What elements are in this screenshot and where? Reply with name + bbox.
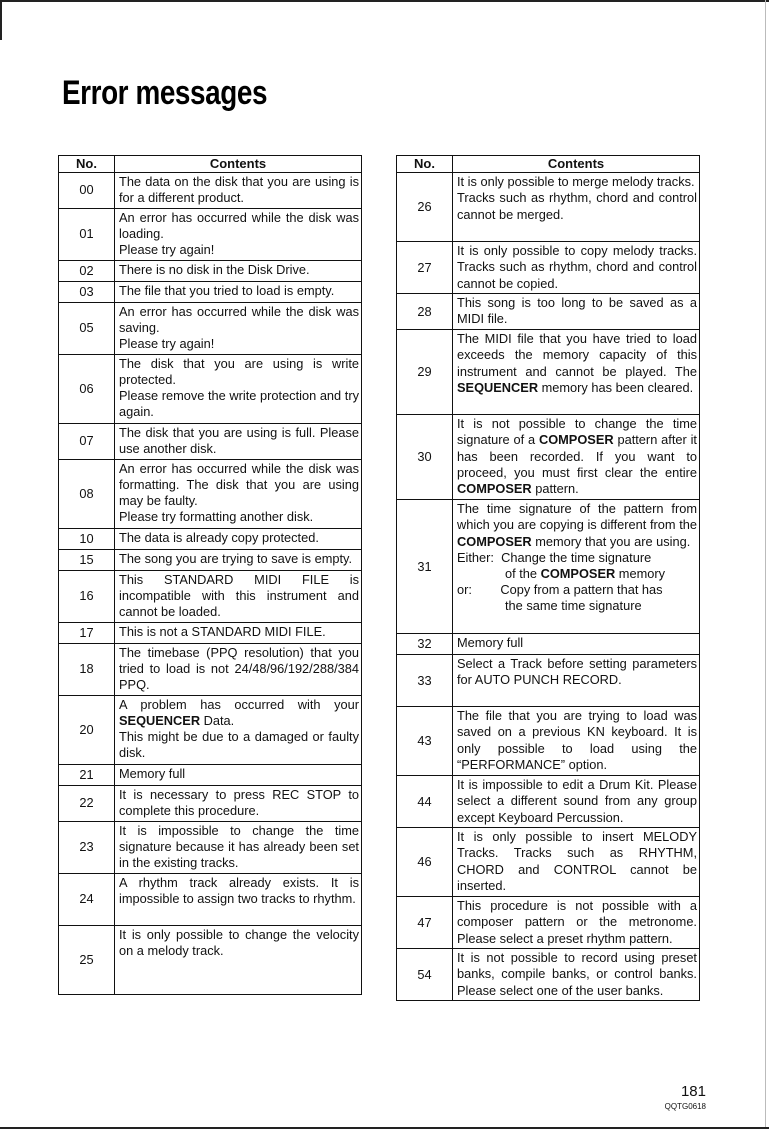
error-message xyxy=(453,330,700,415)
error-number: 03 xyxy=(59,281,115,302)
page-top-rule xyxy=(0,0,769,2)
message-line: Please try again! xyxy=(119,336,215,352)
message-line: The timebase (PPQ resolution) that you tried to load is not 24/48/96/192/288/384 PPQ. xyxy=(119,644,359,693)
error-row-27 xyxy=(397,242,700,294)
error-row-25 xyxy=(59,925,362,994)
error-message xyxy=(453,776,700,828)
error-row-29 xyxy=(397,330,700,415)
message-line: the same time signature xyxy=(505,598,642,614)
header-no: No. xyxy=(397,156,453,173)
header-contents: Contents xyxy=(453,156,700,173)
error-row-08 xyxy=(59,459,362,528)
error-row-10 xyxy=(59,528,362,549)
error-number: 10 xyxy=(59,528,115,549)
error-message xyxy=(115,785,362,821)
error-number: 30 xyxy=(397,415,453,500)
error-row-03 xyxy=(59,281,362,302)
error-number: 28 xyxy=(397,294,453,330)
message-line: An error has occurred while the disk was saving. xyxy=(119,303,359,335)
error-row-46 xyxy=(397,828,700,897)
message-line: This STANDARD MIDI FILE is incompatible with this instrument and cannot be loaded. xyxy=(119,571,359,620)
error-number: 46 xyxy=(397,828,453,897)
message-line: A problem has occurred with your SEQUENCER Data. xyxy=(119,696,359,728)
message-line: It is impossible to edit a Drum Kit. Please select a different sound from any group except Keyboard Percussion. xyxy=(457,777,697,825)
error-row-31 xyxy=(397,500,700,634)
error-row-21 xyxy=(59,764,362,785)
error-message xyxy=(115,423,362,459)
table-header-row xyxy=(59,156,362,173)
error-number: 06 xyxy=(59,354,115,423)
error-row-24 xyxy=(59,873,362,925)
error-row-33 xyxy=(397,655,700,707)
error-row-17 xyxy=(59,622,362,643)
page-title: Error messages xyxy=(62,74,268,112)
error-row-07 xyxy=(59,423,362,459)
error-message xyxy=(453,500,700,634)
error-number: 25 xyxy=(59,925,115,994)
error-number: 22 xyxy=(59,785,115,821)
error-message xyxy=(453,949,700,1001)
message-line: Tracks such as rhythm, chord and control cannot be merged. xyxy=(457,190,697,222)
error-row-20 xyxy=(59,695,362,764)
message-line: It is only possible to change the velocity on a melody track. xyxy=(119,926,359,958)
message-line: It is only possible to copy melody tracks. Tracks such as rhythm, chord and control cannot be copied. xyxy=(457,243,697,291)
error-table-left xyxy=(58,155,362,995)
error-number: 31 xyxy=(397,500,453,634)
error-message xyxy=(115,925,362,994)
message-line: It is necessary to press REC STOP to complete this procedure. xyxy=(119,786,359,818)
error-message xyxy=(115,570,362,622)
message-line: It is only possible to insert MELODY Tracks. Tracks such as RHYTHM, CHORD and CONTROL cannot be inserted. xyxy=(457,829,697,893)
error-message xyxy=(115,302,362,354)
error-message xyxy=(115,528,362,549)
error-number: 07 xyxy=(59,423,115,459)
error-row-05 xyxy=(59,302,362,354)
error-row-01 xyxy=(59,208,362,260)
error-row-47 xyxy=(397,897,700,949)
error-message xyxy=(453,655,700,707)
error-message xyxy=(453,415,700,500)
error-row-23 xyxy=(59,821,362,873)
error-message xyxy=(453,707,700,776)
message-line: The disk that you are using is write protected. xyxy=(119,355,359,387)
error-number: 27 xyxy=(397,242,453,294)
error-number: 24 xyxy=(59,873,115,925)
error-number: 02 xyxy=(59,260,115,281)
error-message xyxy=(453,294,700,330)
message-line: A rhythm track already exists. It is impossible to assign two tracks to rhythm. xyxy=(119,874,359,906)
message-line: Select a Track before setting parameters for AUTO PUNCH RECORD. xyxy=(457,656,697,688)
error-message xyxy=(115,643,362,695)
error-number: 54 xyxy=(397,949,453,1001)
error-message xyxy=(115,173,362,208)
message-line: This might be due to a damaged or faulty disk. xyxy=(119,729,359,761)
error-table-right xyxy=(396,155,700,1001)
error-row-30 xyxy=(397,415,700,500)
error-message xyxy=(115,549,362,570)
error-message xyxy=(453,634,700,655)
error-message xyxy=(115,459,362,528)
error-number: 01 xyxy=(59,208,115,260)
message-line: This song is too long to be saved as a MIDI file. xyxy=(457,295,697,327)
error-number: 26 xyxy=(397,173,453,242)
error-row-16 xyxy=(59,570,362,622)
error-row-28 xyxy=(397,294,700,330)
error-message xyxy=(453,897,700,949)
error-row-15 xyxy=(59,549,362,570)
message-line: of the COMPOSER memory xyxy=(505,566,666,582)
message-line: Either: Change the time signature xyxy=(457,549,652,565)
error-number: 20 xyxy=(59,695,115,764)
error-row-00 xyxy=(59,173,362,208)
message-line: It is impossible to change the time signature because it has already been set in the existing tracks. xyxy=(119,822,359,871)
message-line: The file that you tried to load is empty. xyxy=(119,282,335,298)
header-contents: Contents xyxy=(115,156,362,173)
message-line: The file that you are trying to load was saved on a previous KN keyboard. It is only possible to load using the “PERFORMANCE” option. xyxy=(457,708,697,772)
error-number: 32 xyxy=(397,634,453,655)
page-right-rule xyxy=(765,0,766,1129)
message-line: The disk that you are using is full. Please use another disk. xyxy=(119,424,359,456)
page-number: 181 xyxy=(680,1083,706,1100)
error-message xyxy=(453,828,700,897)
error-number: 29 xyxy=(397,330,453,415)
error-row-22 xyxy=(59,785,362,821)
message-line: The MIDI file that you have tried to load exceeds the memory capacity of this instrument and cannot be played. The SEQUENCER memory has been cleared. xyxy=(457,331,697,395)
error-message xyxy=(115,873,362,925)
error-row-44 xyxy=(397,776,700,828)
message-line: An error has occurred while the disk was loading. xyxy=(119,209,359,241)
error-number: 43 xyxy=(397,707,453,776)
error-message xyxy=(115,281,362,302)
error-message xyxy=(115,354,362,423)
message-line: or: Copy from a pattern that has xyxy=(457,582,663,598)
error-number: 17 xyxy=(59,622,115,643)
message-line: Memory full xyxy=(457,635,524,651)
table-header-row xyxy=(397,156,700,173)
error-number: 18 xyxy=(59,643,115,695)
message-line: Please remove the write protection and try again. xyxy=(119,388,359,420)
error-message xyxy=(115,208,362,260)
message-line: The time signature of the pattern from which you are copying is different from the COMPOSER memory that you are using. xyxy=(457,501,697,549)
message-line: The song you are trying to save is empty. xyxy=(119,550,353,566)
message-line: Please try again! xyxy=(119,242,215,258)
error-number: 33 xyxy=(397,655,453,707)
error-message xyxy=(453,173,700,242)
error-message xyxy=(115,260,362,281)
message-line: The data is already copy protected. xyxy=(119,529,319,545)
message-line: This procedure is not possible with a composer pattern or the metronome. Please select a preset rhythm pattern. xyxy=(457,898,697,946)
message-line: Memory full xyxy=(119,765,186,781)
error-number: 00 xyxy=(59,173,115,208)
error-number: 23 xyxy=(59,821,115,873)
error-number: 16 xyxy=(59,570,115,622)
message-line: This is not a STANDARD MIDI FILE. xyxy=(119,623,326,639)
error-row-26 xyxy=(397,173,700,242)
error-message xyxy=(115,695,362,764)
error-message xyxy=(115,622,362,643)
error-number: 15 xyxy=(59,549,115,570)
error-row-02 xyxy=(59,260,362,281)
message-line: It is not possible to change the time signature of a COMPOSER pattern after it has been recorded. If you want to proceed, you must first clear the entire COMPOSER pattern. xyxy=(457,416,697,497)
message-line: An error has occurred while the disk was formatting. The disk that you are using may be faulty. xyxy=(119,460,359,509)
error-message xyxy=(115,821,362,873)
error-row-43 xyxy=(397,707,700,776)
error-row-06 xyxy=(59,354,362,423)
error-row-54 xyxy=(397,949,700,1001)
error-number: 47 xyxy=(397,897,453,949)
error-row-32 xyxy=(397,634,700,655)
error-number: 05 xyxy=(59,302,115,354)
error-row-18 xyxy=(59,643,362,695)
document-code: QQTG0618 xyxy=(664,1102,706,1111)
error-number: 44 xyxy=(397,776,453,828)
header-no: No. xyxy=(59,156,115,173)
message-line: It is only possible to merge melody tracks. xyxy=(457,174,695,190)
message-line: The data on the disk that you are using is for a different product. xyxy=(119,174,359,206)
error-message xyxy=(115,764,362,785)
message-line: Please try formatting another disk. xyxy=(119,509,314,525)
error-number: 08 xyxy=(59,459,115,528)
error-message xyxy=(453,242,700,294)
message-line: There is no disk in the Disk Drive. xyxy=(119,261,310,277)
page-left-mark xyxy=(0,0,2,40)
message-line: It is not possible to record using preset banks, compile banks, or control banks. Please select one of the user banks. xyxy=(457,950,697,998)
error-number: 21 xyxy=(59,764,115,785)
